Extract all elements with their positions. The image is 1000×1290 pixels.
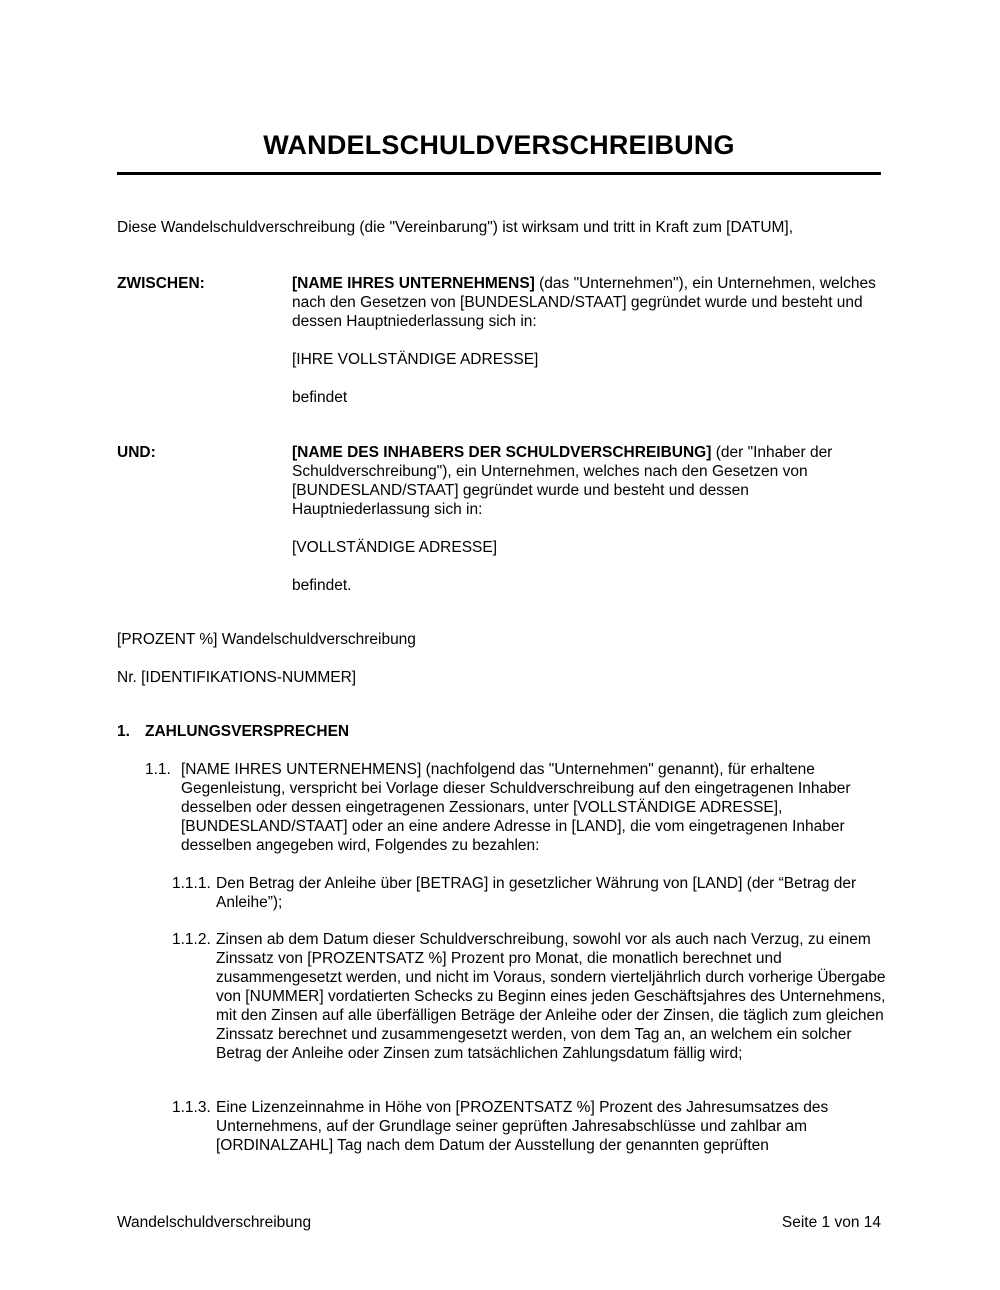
party1-closing: befindet xyxy=(292,389,348,406)
party1-address: [IHRE VOLLSTÄNDIGE ADRESSE] xyxy=(292,351,539,368)
number-line: Nr. [IDENTIFIKATIONS-NUMMER] xyxy=(117,669,357,686)
clause-1-1-1 xyxy=(172,874,892,912)
clause-text: Zinsen ab dem Datum dieser Schuldverschreibung, sowohl vor als auch nach Verzug, zu einem Zinssatz von [PROZENTSATZ %] Prozent pro Monat, die monatlich berechnet und zusammengesetzt werden, und nicht im Voraus, sondern vierteljährlich durch vorherige Übergabe von [NUMMER] vordatierten Schecks zu Beginn eines jeden Geschäftsjahres des Unternehmens, mit den Zinsen auf alle überfälligen Beträge der Anleihe oder der Zinsen, die täglich zum gleichen Zinssatz berechnet und zusammengesetzt werden, von dem Tag an, an welchem ein solcher Betrag der Anleihe oder Zinsen zum tatsächlichen Zahlungsdatum fällig wird; xyxy=(216,931,886,1062)
title-divider xyxy=(117,172,881,175)
party1-text: (das "Unternehmen"), ein Unternehmen, welches nach den Gesetzen von [BUNDESLAND/STAAT] gegründet wurde und besteht und dessen Hauptniederlassung sich in: xyxy=(292,275,876,330)
party2-closing: befindet. xyxy=(292,577,352,594)
party2-description xyxy=(292,443,882,519)
clause-1-1 xyxy=(145,760,885,855)
party2-block xyxy=(292,443,882,614)
clause-text: Eine Lizenzeinnahme in Höhe von [PROZENTSATZ %] Prozent des Jahresumsatzes des Unternehmens, auf der Grundlage seiner geprüften Jahresabschlüsse und zahlbar am [ORDINALZAHL] Tag nach dem Datum der Ausstellung der genannten geprüften xyxy=(216,1099,829,1154)
clause-text: Den Betrag der Anleihe über [BETRAG] in gesetzlicher Währung von [LAND] (der “Betrag der Anleihe”); xyxy=(216,875,857,911)
party1-name: [NAME IHRES UNTERNEHMENS] xyxy=(292,275,535,292)
intro-paragraph: Diese Wandelschuldverschreibung (die "Vereinbarung") ist wirksam und tritt in Kraft zum [DATUM], xyxy=(117,219,794,236)
footer-page-number: Seite 1 von 14 xyxy=(781,1214,881,1231)
percent-line: [PROZENT %] Wandelschuldverschreibung xyxy=(117,631,416,648)
party2-text: (der "Inhaber der Schuldverschreibung"), ein Unternehmen, welches nach den Gesetzen von [BUNDESLAND/STAAT] gegründet wurde und besteht und dessen Hauptniederlassung sich in: xyxy=(292,444,833,518)
section1-heading xyxy=(117,722,349,741)
party2-name: [NAME DES INHABERS DER SCHULDVERSCHREIBUNG] xyxy=(292,444,712,461)
footer-document-name: Wandelschuldverschreibung xyxy=(117,1214,312,1231)
party2-label: UND: xyxy=(117,444,156,461)
clause-1-1-3 xyxy=(172,1098,892,1155)
clause-text: [NAME IHRES UNTERNEHMENS] (nachfolgend das "Unternehmen" genannt), für erhaltene Gegenleistung, verspricht bei Vorlage dieser Schuldverschreibung auf den eingetragenen Inhaber desselben oder dessen eingetragenen Zessionars, unter [VOLLSTÄNDIGE ADRESSE], [BUNDESLAND/STAAT] oder an eine andere Adresse in [LAND], die vom eingetragenen Inhaber desselben angegeben wird, Folgendes zu bezahlen: xyxy=(181,761,851,854)
section1-title: ZAHLUNGSVERSPRECHEN xyxy=(145,723,350,740)
party1-label: ZWISCHEN: xyxy=(117,275,205,292)
party1-description xyxy=(292,274,882,331)
party1-block xyxy=(292,274,882,426)
clause-number: 1.1. xyxy=(145,761,171,778)
clause-number: 1.1.3. xyxy=(172,1099,211,1116)
clause-1-1-2 xyxy=(172,930,892,1063)
section1-number: 1. xyxy=(117,723,130,740)
party2-address: [VOLLSTÄNDIGE ADRESSE] xyxy=(292,539,498,556)
clause-number: 1.1.2. xyxy=(172,931,211,948)
clause-number: 1.1.1. xyxy=(172,875,211,892)
document-title: WANDELSCHULDVERSCHREIBUNG xyxy=(263,130,735,160)
